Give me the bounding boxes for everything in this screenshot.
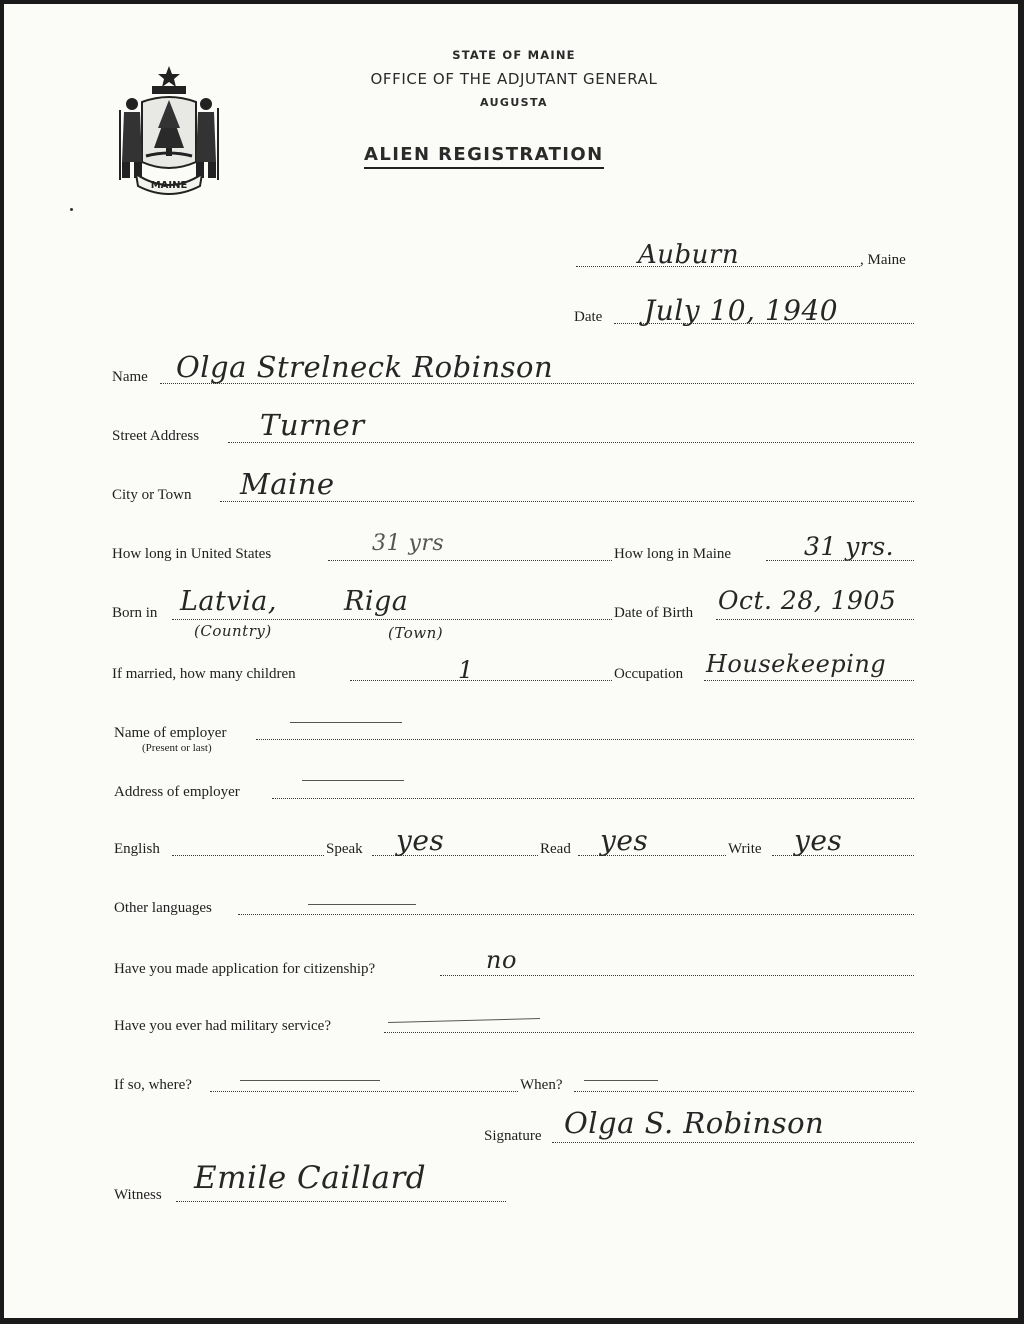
where-label: If so, where? [114, 1077, 192, 1093]
military-line [384, 1032, 914, 1033]
occupation-line [704, 680, 914, 681]
employer-dash [290, 722, 402, 723]
witness-label: Witness [114, 1187, 162, 1203]
town-suffix-label: , Maine [860, 252, 906, 268]
occupation-entry: Housekeeping [706, 650, 887, 678]
signature-line [552, 1142, 914, 1143]
where-dash [240, 1080, 380, 1081]
svg-text:MAINE: MAINE [150, 180, 188, 191]
town-entry: Auburn [638, 240, 740, 270]
how-long-maine-label: How long in Maine [614, 546, 732, 562]
witness-line [176, 1201, 506, 1202]
employer-label: Name of employer [114, 725, 227, 741]
street-label: Street Address [112, 428, 200, 444]
form-title: ALIEN REGISTRATION [364, 144, 604, 169]
employer-line [256, 739, 914, 740]
name-label: Name [112, 369, 148, 385]
street-entry: Turner [260, 408, 365, 442]
children-entry: 1 [458, 656, 474, 684]
date-entry: July 10, 1940 [644, 294, 839, 327]
signature-entry: Olga S. Robinson [564, 1106, 825, 1140]
city-entry: Maine [240, 467, 335, 501]
city-line [220, 501, 914, 502]
children-label: If married, how many children [112, 666, 296, 682]
witness-entry: Emile Caillard [194, 1160, 427, 1196]
dob-label: Date of Birth [614, 605, 694, 621]
military-dash [388, 1018, 540, 1023]
english-line [172, 855, 324, 856]
city-heading: AUGUSTA [480, 96, 548, 109]
write-label: Write [728, 841, 762, 857]
date-label: Date [574, 309, 603, 325]
when-label: When? [520, 1077, 563, 1093]
office-heading: OFFICE OF THE ADJUTANT GENERAL [370, 70, 658, 88]
children-line [350, 680, 612, 681]
where-line [210, 1091, 518, 1092]
how-long-us-label: How long in United States [112, 546, 272, 562]
speak-label: Speak [326, 841, 363, 857]
read-entry: yes [600, 824, 649, 857]
other-languages-label: Other languages [114, 900, 212, 916]
dob-entry: Oct. 28, 1905 [718, 586, 897, 615]
when-line [574, 1091, 914, 1092]
street-line [228, 442, 914, 443]
how-long-us-entry: 31 yrs [372, 531, 445, 556]
citizenship-entry: no [486, 946, 517, 974]
dob-line [716, 619, 914, 620]
occupation-label: Occupation [614, 666, 684, 682]
speak-entry: yes [396, 824, 445, 857]
born-label: Born in [112, 605, 158, 621]
citizenship-label: Have you made application for citizenship? [114, 961, 376, 977]
employer-address-dash [302, 780, 404, 781]
born-country-entry: Latvia, [180, 586, 277, 617]
born-town-note: (Town) [388, 624, 444, 642]
employer-sub-label: (Present or last) [142, 742, 212, 754]
how-long-us-line [328, 560, 612, 561]
military-label: Have you ever had military service? [114, 1018, 331, 1034]
how-long-maine-entry: 31 yrs. [804, 532, 895, 561]
other-languages-line [238, 914, 914, 915]
other-languages-dash [308, 904, 416, 905]
born-town-entry: Riga [344, 586, 409, 617]
english-label: English [114, 841, 160, 857]
scan-speck [70, 208, 73, 211]
city-label: City or Town [112, 487, 192, 503]
name-entry: Olga Strelneck Robinson [176, 350, 554, 384]
maine-seal-icon [114, 62, 224, 196]
born-country-note: (Country) [194, 622, 272, 640]
employer-address-label: Address of employer [114, 784, 240, 800]
signature-label: Signature [484, 1128, 542, 1144]
state-heading: STATE OF MAINE [452, 48, 576, 62]
citizenship-line [440, 975, 914, 976]
registration-form [4, 4, 1018, 1318]
employer-address-line [272, 798, 914, 799]
read-label: Read [540, 841, 571, 857]
born-line [172, 619, 612, 620]
write-entry: yes [794, 824, 843, 857]
when-dash [584, 1080, 658, 1081]
